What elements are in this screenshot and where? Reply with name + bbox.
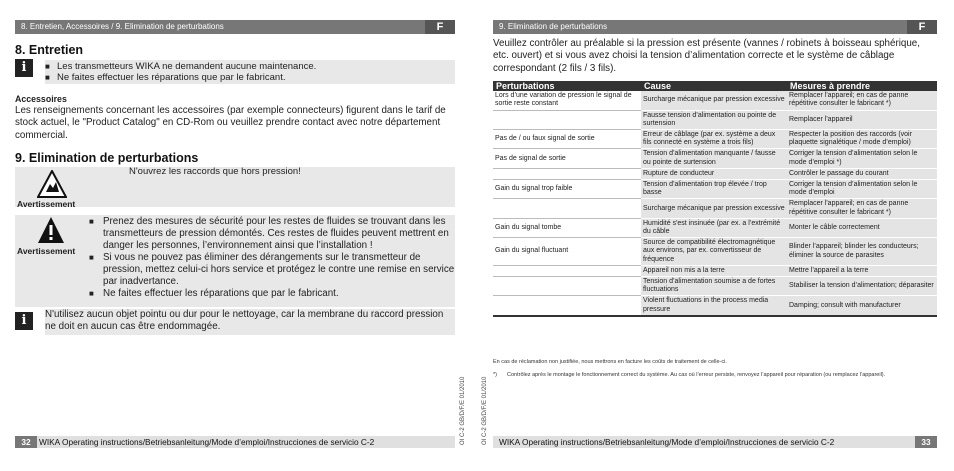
warning-2-bullet: ■ Prenez des mesures de sécurité pour les restes de fluides se trouvant dans les transmetteurs de pression démontés. Ces restes de fluides peuvent mettrent en danger les personnes, l’environnement ainsi que l’installation ! [89,216,455,252]
table-row [493,110,937,129]
column-header: Mesures à prendre [787,81,937,91]
cause-cell: Tension d’alimentation soumise a de fortes fluctuations [641,277,787,296]
measure-cell: Contrôler le passage du courant [787,168,937,179]
maintenance-box [45,60,455,84]
measure-cell: Corriger la tension d’alimentation selon le mode d’emploi *) [787,149,937,168]
left-footer-text: WIKA Operating instructions/Betriebsanleitung/Mode d’emploi/Instrucciones de servicio C-2 [39,437,375,447]
table-row [493,199,937,218]
right-page-number: 33 [915,436,937,448]
cause-cell: Source de compatibilité électromagnétique aux environs, par ex. convertisseur de fréquence [641,238,787,266]
table-row [493,218,937,237]
perturbation-cell [493,110,641,129]
table-header-row [493,81,937,91]
cause-cell: Rupture de conducteur [641,168,787,179]
section-8-title: 8. Entretien [15,43,84,57]
maintenance-bullet: ■ Ne faites effectuer les réparations que par le fabricant. [45,72,455,83]
perturbation-cell: Lors d’une variation de pression le signal de sortie reste constant [493,91,641,110]
table-row [493,130,937,149]
measure-cell: Remplacer l'appareil [787,110,937,129]
cause-cell: Appareil non mis a la terre [641,265,787,276]
measure-cell: Blinder l’appareil; blinder les conducteurs; éliminer la source de parasites [787,238,937,266]
cause-cell: Humidité s'est insinuée (par ex. a l’extrémité du câble [641,218,787,237]
accessories-title: Accessoires [15,94,67,104]
left-tab-letter: F [425,20,455,34]
warning-2-label: Avertissement [17,246,76,256]
warning-1-label: Avertissement [17,199,76,209]
perturbation-cell [493,296,641,316]
warning-1-text: N'ouvrez les raccords que hors pression! [129,166,301,177]
right-page [493,0,937,471]
left-page-number: 32 [15,436,37,448]
perturbation-cell: Pas de signal de sortie [493,149,641,168]
perturbation-cell: Gain du signal fluctuant [493,238,641,266]
perturbation-cell: Pas de / ou faux signal de sortie [493,130,641,149]
table-row [493,91,937,110]
left-footer [15,436,455,448]
right-tab-letter: F [907,20,937,34]
warning-2-bullets [89,216,455,300]
accessories-text: Les renseignements concernant les accessoires (par exemple connecteurs) figurent dans le tarif de stock actuel, le "Product Catalog" en CD-Rom ou veuillez prendre contact avec notre département commercial. [15,105,446,141]
column-header: Perturbations [493,81,641,91]
cause-cell: Surcharge mécanique par pression excessive [641,91,787,110]
left-header [15,20,455,34]
right-footer-text: WIKA Operating instructions/Betriebsanleitung/Mode d’emploi/Instrucciones de servicio C-2 [499,437,835,447]
troubleshooting-table [493,81,937,317]
perturbation-cell: Gain du signal tombe [493,218,641,237]
table-row [493,149,937,168]
cause-cell: Erreur de câblage (par ex. système a deux fils connecté en système a trois fils) [641,130,787,149]
perturbation-cell [493,199,641,218]
cleaning-note: N'utilisez aucun objet pointu ou dur pour le nettoyage, car la membrane du raccord pression ne doit en aucun cas être endommagée. [45,309,455,335]
right-header [493,20,937,34]
right-vertical-code: OI C-2 GB/D/F/E 01/2010 [482,376,488,445]
measure-cell: Remplacer l'appareil; en cas de panne répétitive consulter le fabricant *) [787,199,937,218]
table-row [493,296,937,316]
exclamation-triangle-icon [37,216,65,244]
footnote-mark: *) [493,372,497,378]
measure-cell: Corriger la tension d’alimentation selon le mode d’emploi [787,180,937,199]
perturbation-cell [493,168,641,179]
right-footer [493,436,937,448]
measure-cell: Remplacer l'appareil; en cas de panne répétitive consulter le fabricant *) [787,91,937,110]
table-row [493,265,937,276]
measure-cell: Stabiliser la tension d’alimentation; déparasiter [787,277,937,296]
maintenance-bullet: ■ Les transmetteurs WIKA ne demandent aucune maintenance. [45,61,455,72]
right-header-text: 9. Elimination de perturbations [499,22,608,31]
table-row [493,180,937,199]
section-9-title: 9. Elimination de perturbations [15,151,199,165]
info-icon: i [15,59,33,77]
table-row [493,277,937,296]
cause-cell: Violent fluctuations in the process media pressure [641,296,787,316]
cause-cell: Tension d’alimentation trop élevée / trop basse [641,180,787,199]
warning-2-bullet: ■ Ne faites effectuer les réparations que par le fabricant. [89,288,455,300]
note-reclamation: En cas de réclamation non justifiée, nous mettrons en facture les coûts de traitement de celle-ci. [493,359,727,365]
footnote-text: Contrôlez après le montage le fonctionnement correct du système. Au cas où l’erreur persiste, renvoyez l’appareil pour réparation (ou remplacez l’appareil). [507,372,886,378]
column-header: Cause [641,81,787,91]
cause-cell: Tension d’alimentation manquante / fausse ou pointe de surtension [641,149,787,168]
left-header-text: 8. Entretien, Accessoires / 9. Elimination de perturbations [21,22,224,31]
warning-2-bullet: ■ Si vous ne pouvez pas éliminer des dérangements sur le transmetteur de pression, mettez celui-ci hors service et protégez le contre une remise en service par inadvertance. [89,252,455,288]
perturbation-cell [493,277,641,296]
table-row [493,238,937,266]
left-page [15,0,455,471]
perturbation-cell: Gain du signal trop faible [493,180,641,199]
hand-hazard-icon [37,170,67,198]
cause-cell: Surcharge mécanique par pression excessive [641,199,787,218]
measure-cell: Respecter la position des raccords (voir plaquette signalétique / mode d’emploi) [787,130,937,149]
left-vertical-code: OI C-2 GB/D/F/E 01/2010 [460,376,466,445]
measure-cell: Damping; consult with manufacturer [787,296,937,316]
measure-cell: Mettre l’appareil a la terre [787,265,937,276]
measure-cell: Monter le câble correctement [787,218,937,237]
perturbation-cell [493,265,641,276]
cause-cell: Fausse tension d’alimentation ou pointe de surtension [641,110,787,129]
troubleshooting-intro: Veuillez contrôler au préalable si la pression est présente (vannes / robinets à boisseau sphérique, etc. ouvert) et si vous avez choisi la tension d’alimentation correcte et le système de câblage correspondant (2 fils / 3 fils). [493,38,920,74]
info-icon: i [15,312,33,330]
table-row [493,168,937,179]
